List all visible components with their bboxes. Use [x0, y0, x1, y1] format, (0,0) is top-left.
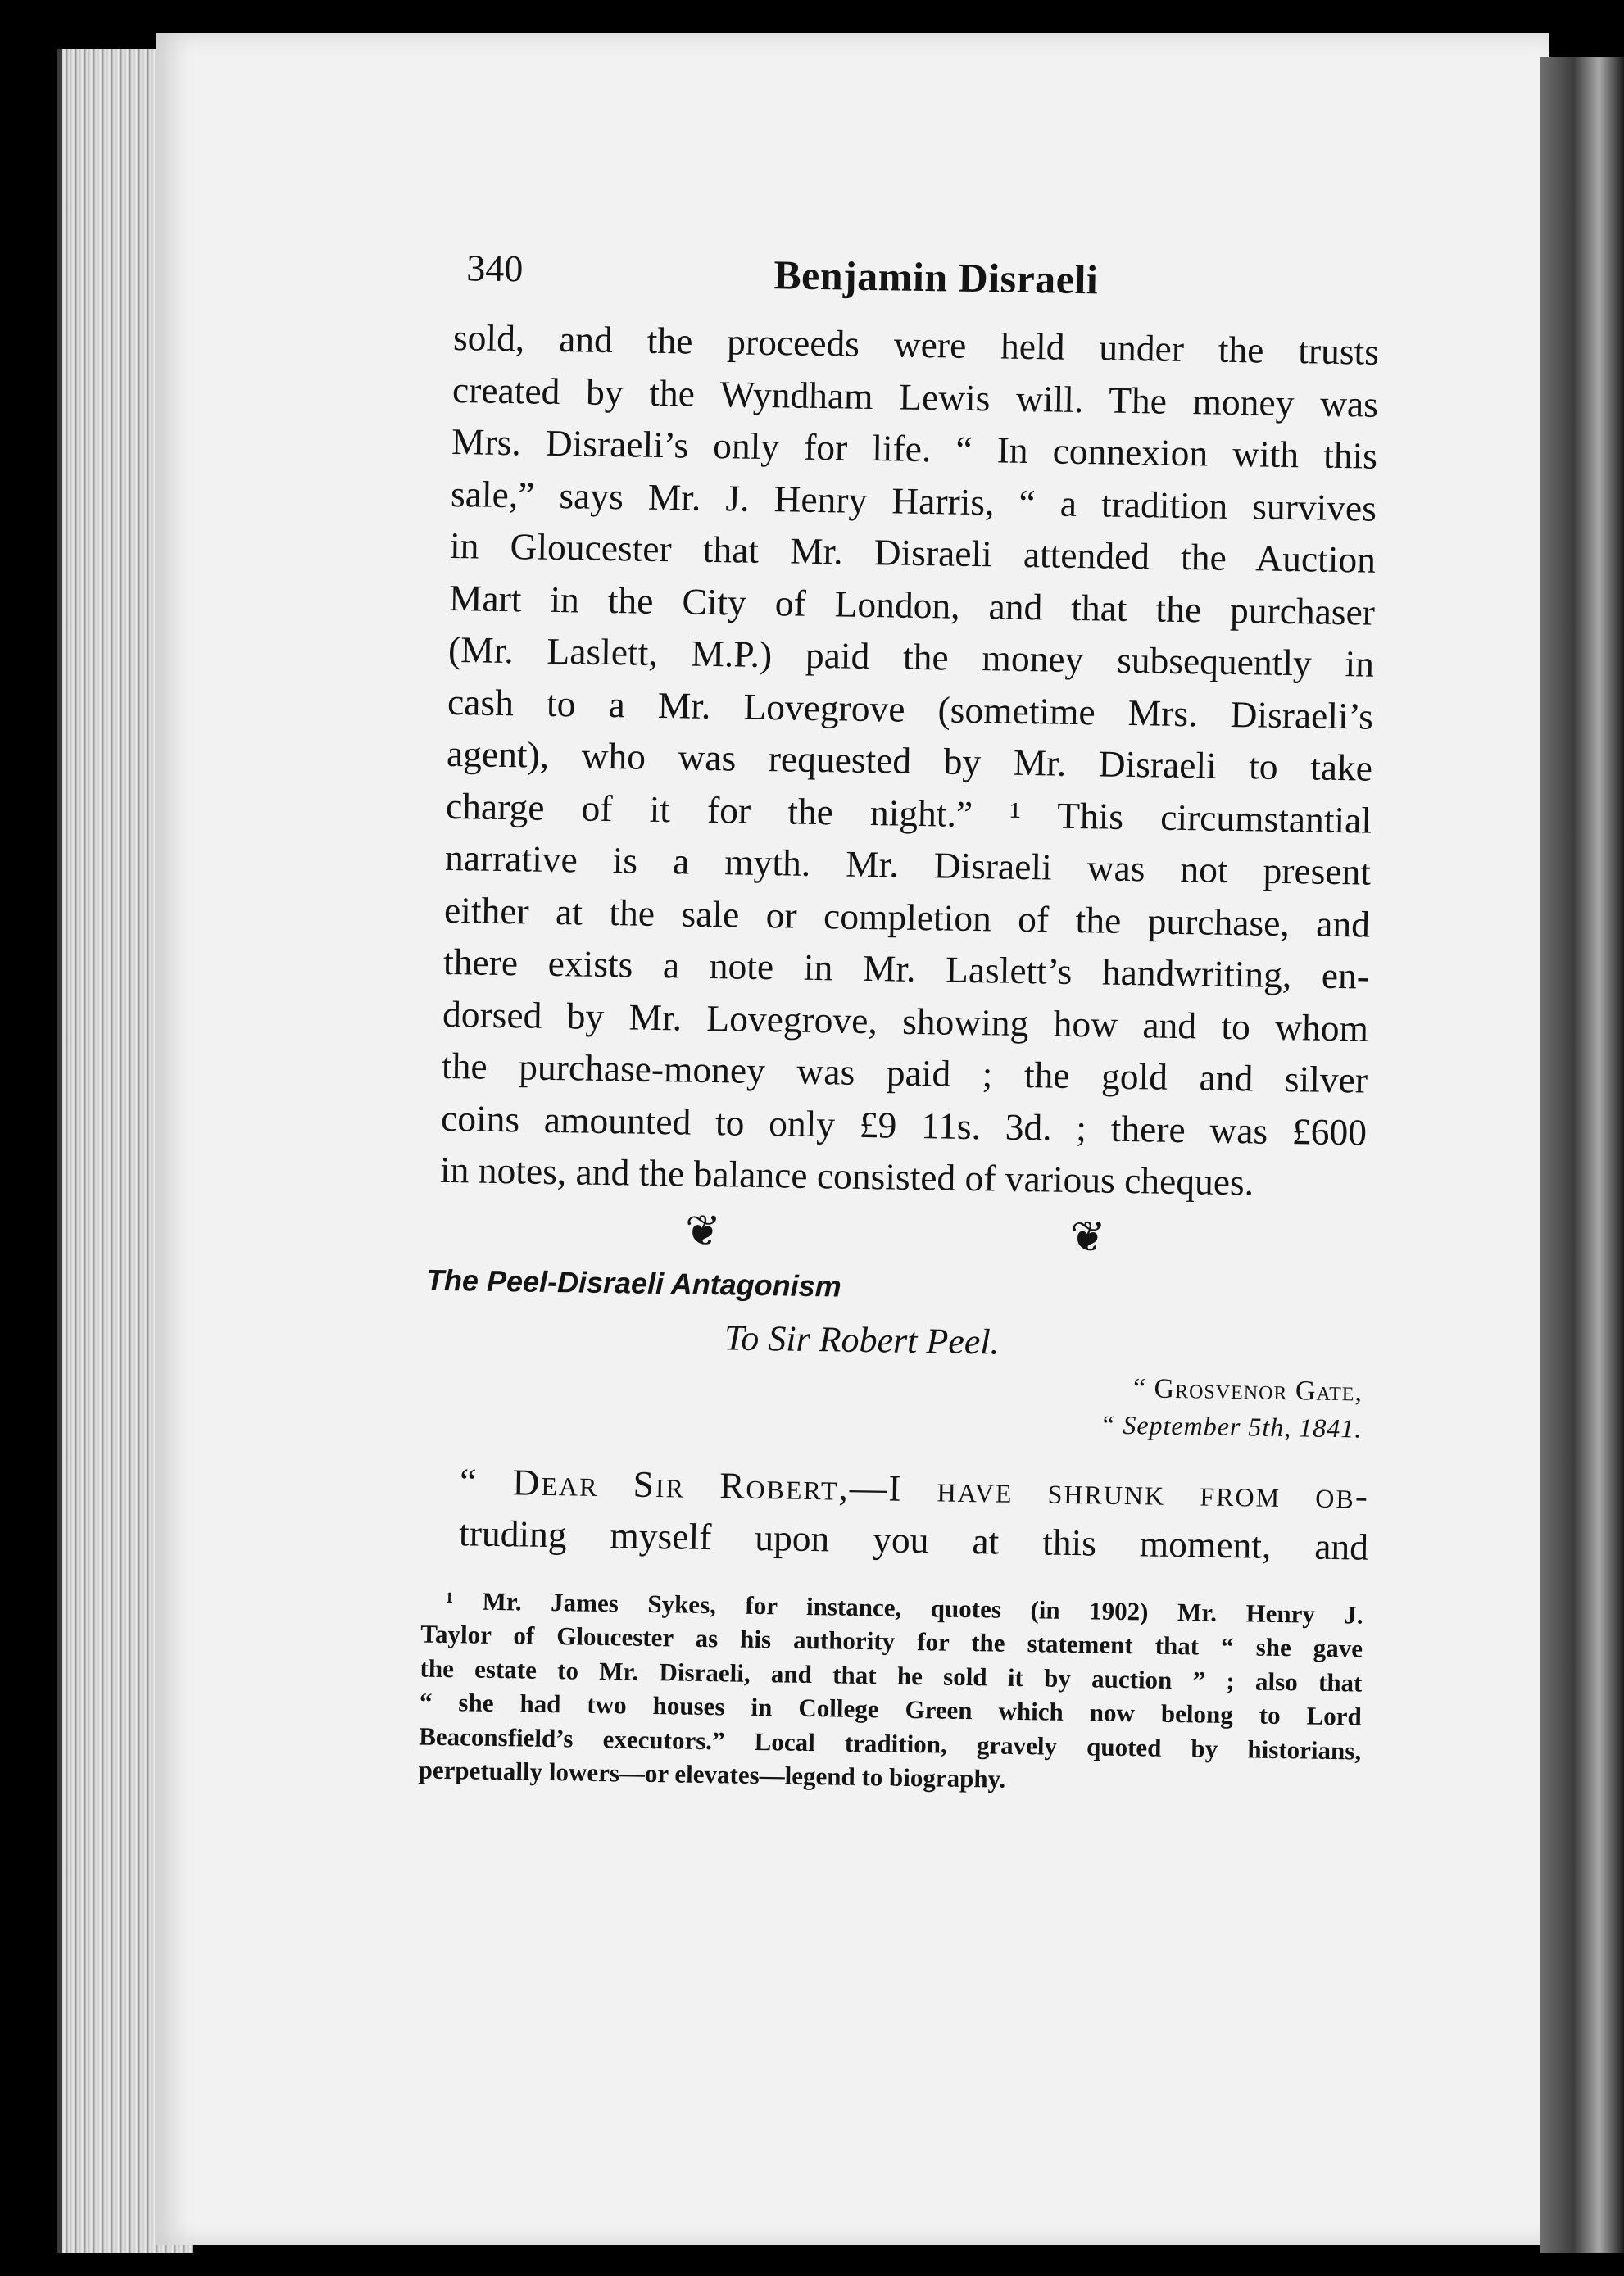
- letter-recipient: To Sir Robert Peel.: [724, 1317, 1000, 1362]
- body-line: charge of it for the night.” ¹ This circumstantial: [445, 784, 1372, 841]
- body-line: Mart in the City of London, and that the purchaser: [448, 576, 1376, 633]
- body-line: dorsed by Mr. Lovegrove, showing how and to whom: [442, 992, 1369, 1050]
- letter-line: “ Dear Sir Robert,—I have shrunk from ob-: [459, 1459, 1370, 1517]
- body-line: agent), who was requested by Mr. Disraeli to take: [446, 732, 1373, 789]
- letter-opening: [434, 1454, 1378, 1573]
- running-head: [454, 238, 1397, 326]
- body-line: there exists a note in Mr. Laslett’s handwriting, en-: [442, 940, 1370, 997]
- footnotes: [418, 1583, 1363, 1802]
- footnote-line: perpetually lowers—or elevates—legend to biography.: [418, 1755, 1006, 1793]
- page-number: 340: [466, 247, 524, 290]
- body-line: sold, and the proceeds were held under the trusts: [452, 315, 1380, 373]
- body-line: the purchase-money was paid ; the gold and silver: [441, 1044, 1368, 1101]
- footnote-line: “ she had two houses in College Green which now belong to Lord: [419, 1687, 1363, 1731]
- body-line: created by the Wyndham Lewis will. The money was: [451, 368, 1379, 425]
- footnote-line: ¹ Mr. James Sykes, for instance, quotes (in 1902) Mr. Henry J.: [445, 1585, 1364, 1630]
- footnote-line: the estate to Mr. Disraeli, and that he sold it by auction ” ; also that: [420, 1653, 1363, 1698]
- book-spine-shadow: [1540, 57, 1624, 2253]
- body-line: in Gloucester that Mr. Disraeli attended the Auction: [449, 524, 1377, 581]
- body-line: narrative is a myth. Mr. Disraeli was not present: [444, 836, 1372, 893]
- body-paragraph: [440, 311, 1396, 1210]
- footnote-line: Taylor of Gloucester as his authority for the statement that “ she gave: [420, 1619, 1363, 1663]
- body-line: (Mr. Laslett, M.P.) paid the money subsequently in: [447, 628, 1375, 685]
- body-line: in notes, and the balance consisted of various cheques.: [439, 1148, 1254, 1204]
- body-line: either at the sale or completion of the purchase, and: [443, 888, 1371, 945]
- body-line: cash to a Mr. Lovegrove (sometime Mrs. Disraeli’s: [447, 680, 1374, 737]
- running-head-title: Benjamin Disraeli: [773, 252, 1099, 303]
- footnote-line: Beaconsfield’s executors.” Local tradition, gravely quoted by historians,: [418, 1721, 1362, 1766]
- letter-date-line: “ September 5th, 1841.: [1100, 1409, 1363, 1444]
- section-heading: The Peel-Disraeli Antagonism: [425, 1263, 842, 1303]
- fleuron-icon: ❦: [1069, 1213, 1106, 1262]
- fleuron-icon: ❦: [684, 1208, 722, 1255]
- body-line: sale,” says Mr. J. Henry Harris, “ a tradition survives: [450, 472, 1377, 529]
- body-line: Mrs. Disraeli’s only for life. “ In connexion with this: [451, 419, 1378, 477]
- page-text-block: [418, 238, 1397, 1802]
- letter-address-line: “ Grosvenor Gate,: [1132, 1372, 1363, 1408]
- letter-line: truding myself upon you at this moment, and: [458, 1512, 1369, 1568]
- body-line: coins amounted to only £9 11s. 3d. ; there was £600: [440, 1096, 1368, 1154]
